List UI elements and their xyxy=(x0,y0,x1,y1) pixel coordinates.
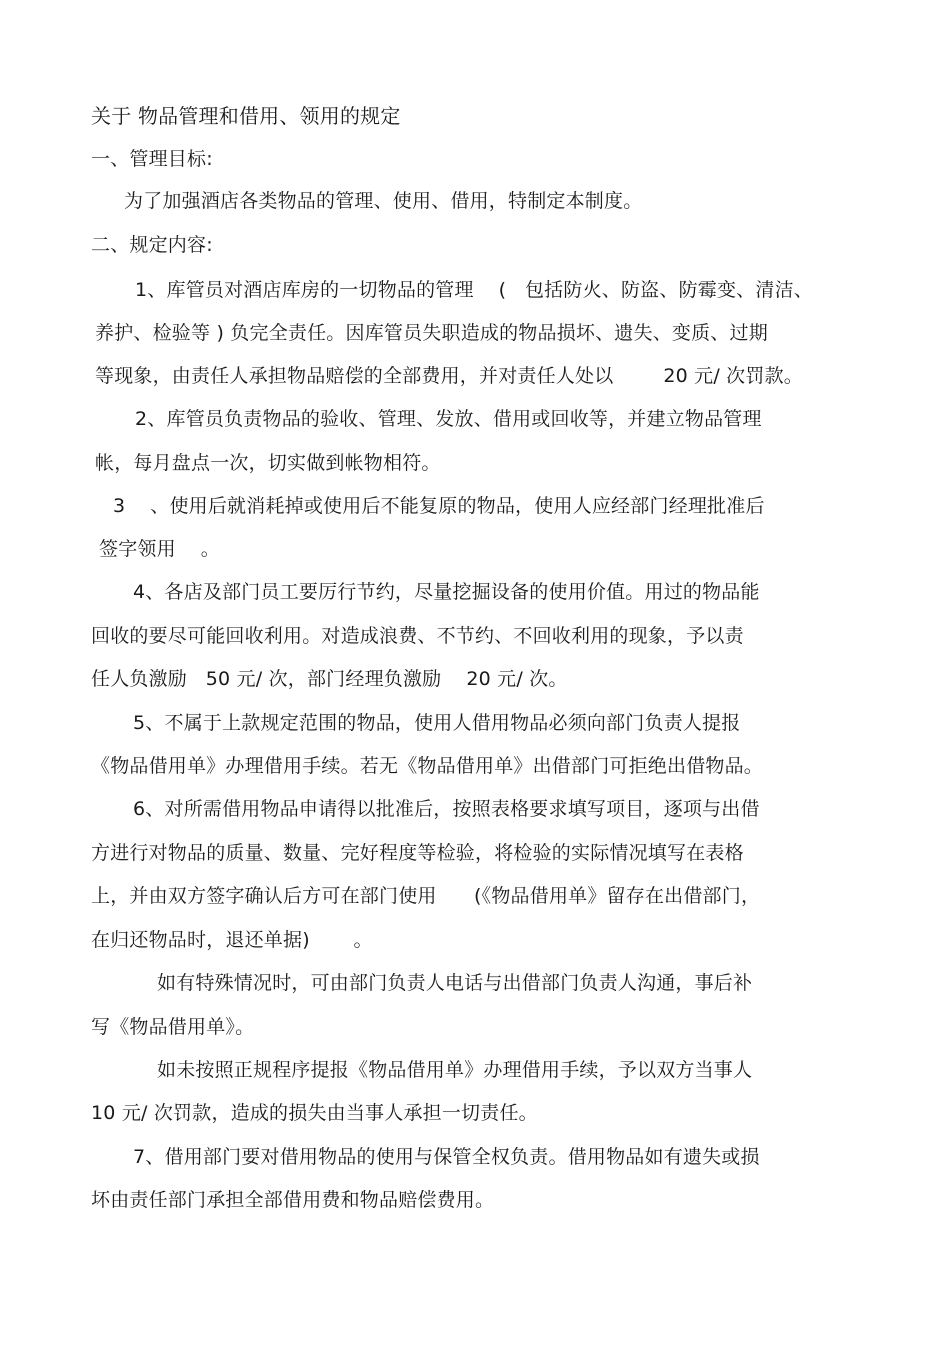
item5-line: 《物品借用单》办理借用手续。若无《物品借用单》出借部门可拒绝出借物品。 xyxy=(91,755,764,777)
item6-line: 在归还物品时，退还单据) 。 xyxy=(91,929,373,951)
note2-line: 如未按照正规程序提报《物品借用单》办理借用手续，予以双方当事人 xyxy=(157,1059,753,1081)
item1-line: 养护、检验等 ) 负完全责任。因库管员失职造成的物品损坏、遗失、变质、过期 xyxy=(95,322,768,344)
section-heading-goals: 一、管理目标: xyxy=(91,148,213,170)
item3-line: 3 、使用后就消耗掉或使用后不能复原的物品，使用人应经部门经理批准后 xyxy=(113,495,765,517)
item4-line: 回收的要尽可能回收利用。对造成浪费、不节约、不回收利用的现象，予以责 xyxy=(91,625,744,647)
item1-line: 1、库管员对酒店库房的一切物品的管理 ( 包括防火、防盗、防霉变、清洁、 xyxy=(135,279,813,301)
item4-line: 任人负激励 50 元/ 次，部门经理负激励 20 元/ 次。 xyxy=(91,668,568,690)
item3-line: 签字领用 。 xyxy=(99,538,220,560)
item7-line: 7、借用部门要对借用物品的使用与保管全权负责。借用物品如有遗失或损 xyxy=(133,1146,760,1168)
paragraph-line: 为了加强酒店各类物品的管理、使用、借用，特制定本制度。 xyxy=(124,190,643,212)
item6-line: 方进行对物品的质量、数量、完好程度等检验，将检验的实际情况填写在表格 xyxy=(91,842,744,864)
item7-line: 坏由责任部门承担全部借用费和物品赔偿费用。 xyxy=(91,1189,495,1211)
note1-line: 写《物品借用单》。 xyxy=(91,1016,255,1038)
item2-line: 2、库管员负责物品的验收、管理、发放、借用或回收等，并建立物品管理 xyxy=(135,408,762,430)
item1-line: 等现象，由责任人承担物品赔偿的全部费用，并对责任人处以 20 元/ 次罚款。 xyxy=(95,365,803,387)
item6-line: 6、对所需借用物品申请得以批准后，按照表格要求填写项目，逐项与出借 xyxy=(133,798,760,820)
document-title: 关于 物品管理和借用、领用的规定 xyxy=(91,104,401,128)
item4-line: 4、各店及部门员工要厉行节约，尽量挖掘设备的使用价值。用过的物品能 xyxy=(133,581,760,603)
note2-line: 10 元/ 次罚款，造成的损失由当事人承担一切责任。 xyxy=(91,1102,538,1124)
item5-line: 5、不属于上款规定范围的物品，使用人借用物品必须向部门负责人提报 xyxy=(133,712,741,734)
item6-line: 上，并由双方签字确认后方可在部门使用 (《物品借用单》留存在出借部门， xyxy=(91,885,761,907)
item2-line: 帐，每月盘点一次，切实做到帐物相符。 xyxy=(95,452,441,474)
note1-line: 如有特殊情况时，可由部门负责人电话与出借部门负责人沟通，事后补 xyxy=(157,972,753,994)
section-heading-content: 二、规定内容: xyxy=(91,234,213,256)
